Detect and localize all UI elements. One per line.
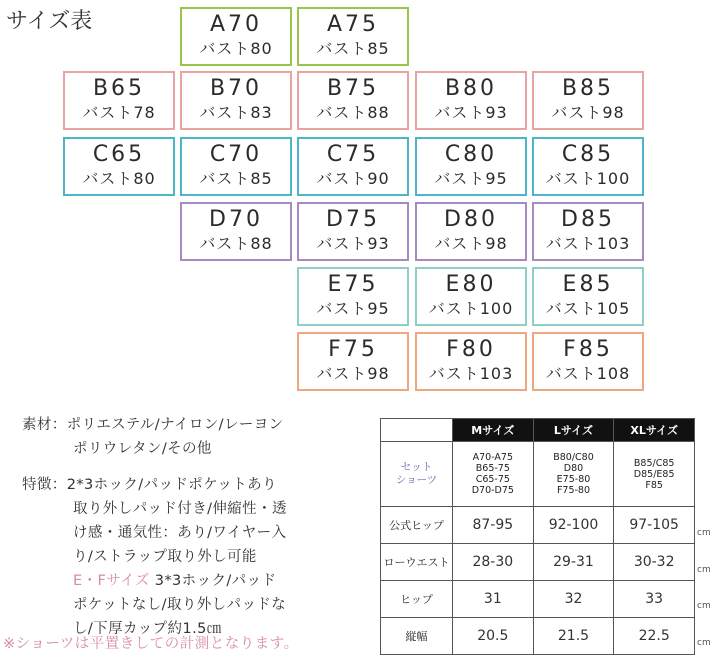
cell-value: 31: [453, 581, 534, 618]
set-label-line: セット: [400, 461, 433, 473]
size-code: C80: [444, 142, 498, 167]
size-cell: [415, 202, 527, 261]
bust-measure: バスト78: [82, 103, 156, 122]
size-cell: [180, 71, 292, 130]
cell-value: 29-31: [533, 544, 614, 581]
table-row: [381, 442, 695, 507]
shorts-note: ※ショーツは平置きしての計測となります。: [3, 636, 299, 652]
row-label: 公式ヒップ: [381, 507, 453, 544]
match-line: B65-75: [475, 463, 510, 474]
features-line: ポケットなし/取り外しパッドな: [73, 597, 287, 613]
unit-label: cm: [697, 638, 711, 648]
bust-measure: バスト98: [551, 103, 625, 122]
page-title: サイズ表: [6, 9, 93, 34]
ef-size-label: E・Fサイズ: [73, 573, 150, 589]
features-line: 特徴：2*3ホック/パッドポケットあり: [22, 477, 277, 493]
size-code: A75: [326, 12, 380, 37]
bust-measure: バスト93: [434, 103, 508, 122]
unit-label: cm: [697, 528, 711, 538]
size-cell: [415, 137, 527, 196]
size-code: B80: [444, 76, 498, 101]
size-code: F75: [328, 337, 378, 362]
cell-value: 87-95: [453, 507, 534, 544]
features-line: し/下厚カップ約1.5㎝: [73, 621, 222, 637]
cell-value: 33: [614, 581, 695, 618]
set-shorts-label: [381, 442, 453, 507]
bust-measure: バスト98: [316, 364, 390, 383]
bust-measure: バスト80: [82, 169, 156, 188]
size-cell: [532, 332, 644, 391]
features-line: 取り外しパッド付き/伸縮性・透: [73, 501, 287, 517]
features-line: り/ストラップ取り外し可能: [73, 549, 257, 565]
match-line: A70-A75: [472, 452, 514, 463]
size-code: E85: [562, 272, 614, 297]
match-line: D80: [563, 463, 584, 474]
size-cell: [415, 267, 527, 326]
size-code: A70: [209, 12, 263, 37]
size-code: B70: [209, 76, 263, 101]
size-cell: [297, 137, 409, 196]
bust-measure: バスト93: [316, 234, 390, 253]
match-line: E75-80: [556, 474, 591, 485]
bust-measure: バスト85: [199, 169, 273, 188]
bust-measure: バスト83: [199, 103, 273, 122]
material-block: [22, 413, 362, 461]
cell-value: 32: [533, 581, 614, 618]
table-row: [381, 618, 695, 655]
size-code: D70: [209, 207, 263, 232]
size-cell: [532, 71, 644, 130]
match-line: B85/C85: [633, 457, 675, 469]
table-row: [381, 544, 695, 581]
features-block: [22, 473, 367, 641]
size-code: C75: [326, 142, 380, 167]
cell-value: 92-100: [533, 507, 614, 544]
features-line: [22, 569, 367, 593]
size-code: B65: [92, 76, 146, 101]
header-xl: XLサイズ: [614, 419, 695, 442]
size-code: F80: [446, 337, 496, 362]
ef-size-text: 3*3ホック/パッド: [149, 573, 277, 589]
match-m: [453, 442, 534, 507]
size-code: E75: [327, 272, 379, 297]
size-cell: [297, 71, 409, 130]
table-corner-cell: [381, 419, 453, 442]
size-code: F85: [563, 337, 613, 362]
bust-measure: バスト95: [316, 299, 390, 318]
cell-value: 28-30: [453, 544, 534, 581]
material-line: ポリウレタン/その他: [73, 441, 212, 457]
cell-value: 30-32: [614, 544, 695, 581]
bust-measure: バスト98: [434, 234, 508, 253]
size-cell: [532, 202, 644, 261]
size-cell: [532, 267, 644, 326]
cell-value: 97-105: [614, 507, 695, 544]
bust-measure: バスト108: [545, 364, 631, 383]
size-cell: [297, 332, 409, 391]
size-code: C65: [92, 142, 146, 167]
unit-label: cm: [697, 601, 711, 611]
match-line: F75-80: [556, 485, 591, 496]
match-xl: [614, 442, 695, 507]
size-code: D75: [326, 207, 380, 232]
size-code: D85: [561, 207, 615, 232]
size-code: C85: [561, 142, 615, 167]
cell-value: 21.5: [533, 618, 614, 655]
bust-measure: バスト95: [434, 169, 508, 188]
match-line: B80/C80: [553, 452, 594, 463]
shorts-size-table: [380, 418, 695, 655]
size-code: B85: [561, 76, 615, 101]
cell-value: 22.5: [614, 618, 695, 655]
match-line: C65-75: [475, 474, 510, 485]
row-label: ローウエスト: [381, 544, 453, 581]
bust-measure: バスト88: [316, 103, 390, 122]
table-header-row: [381, 419, 695, 442]
set-label-line: ショーツ: [395, 474, 438, 486]
header-l: Lサイズ: [533, 419, 614, 442]
bust-measure: バスト90: [316, 169, 390, 188]
match-line: D70-D75: [471, 485, 514, 496]
size-cell: [532, 137, 644, 196]
bust-measure: バスト100: [428, 299, 514, 318]
material-line: 素材：ポリエステル/ナイロン/レーヨン: [22, 417, 284, 433]
bust-measure: バスト105: [545, 299, 631, 318]
size-cell: [180, 202, 292, 261]
size-cell: [180, 7, 292, 66]
row-label: 縦幅: [381, 618, 453, 655]
size-cell: [63, 71, 175, 130]
match-line: D85/E85: [633, 468, 675, 480]
table-row: [381, 581, 695, 618]
size-cell: [180, 137, 292, 196]
size-cell: [63, 137, 175, 196]
size-cell: [415, 332, 527, 391]
match-line: F85: [645, 479, 663, 491]
unit-label: cm: [697, 565, 711, 575]
bust-measure: バスト100: [545, 169, 631, 188]
cell-value: 20.5: [453, 618, 534, 655]
header-m: Mサイズ: [453, 419, 534, 442]
table-row: [381, 507, 695, 544]
row-label: ヒップ: [381, 581, 453, 618]
size-cell: [415, 71, 527, 130]
bust-measure: バスト80: [199, 39, 273, 58]
size-cell: [297, 202, 409, 261]
size-cell: [297, 267, 409, 326]
size-code: C70: [209, 142, 263, 167]
bust-measure: バスト88: [199, 234, 273, 253]
size-cell: [297, 7, 409, 66]
features-line: け感・通気性：あり/ワイヤー入: [73, 525, 287, 541]
bust-measure: バスト103: [545, 234, 631, 253]
size-code: E80: [445, 272, 497, 297]
bust-measure: バスト103: [428, 364, 514, 383]
bust-measure: バスト85: [316, 39, 390, 58]
match-l: [533, 442, 614, 507]
size-code: B75: [326, 76, 380, 101]
size-code: D80: [444, 207, 498, 232]
